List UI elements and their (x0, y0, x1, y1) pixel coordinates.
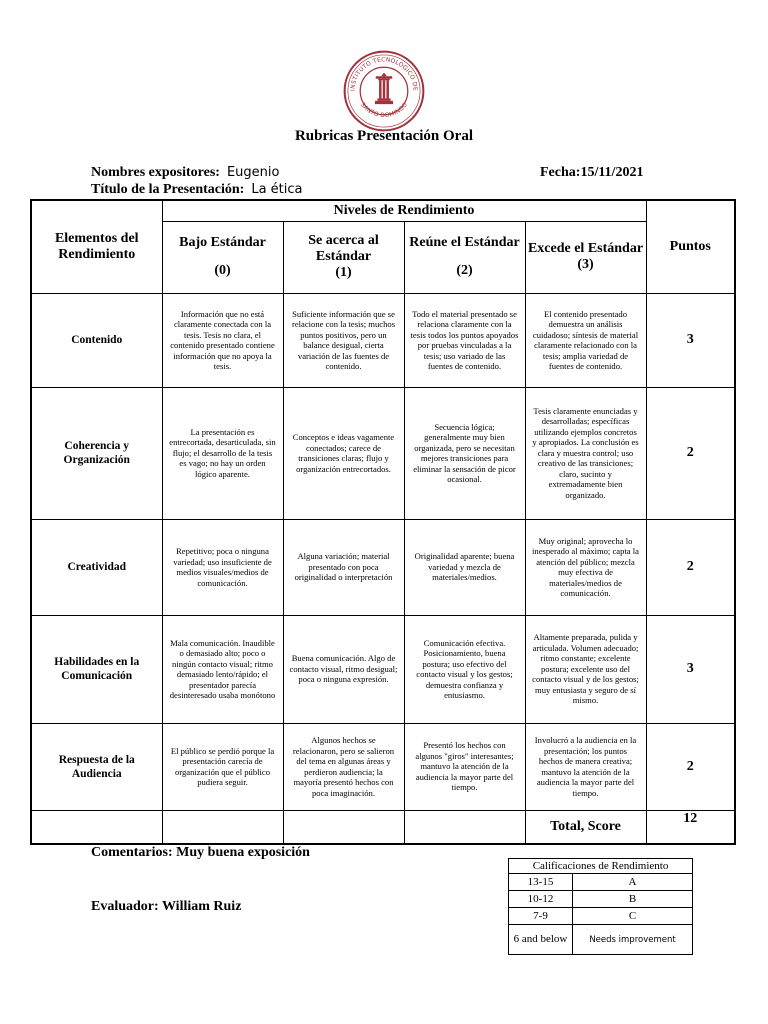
total-score-value: 12 (646, 810, 735, 844)
rubric-cell: Buena comunicación. Algo de contacto visual, ritmo desigual; poca o ninguna expresión. (283, 615, 404, 723)
table-row (31, 293, 735, 387)
rubric-cell: Suficiente información que se relacione con la tesis; muchos puntos positivos, pero un balance desigual, cierta variación de las fuentes de contenido. (283, 293, 404, 387)
header-levels: Niveles de Rendimiento (162, 200, 646, 221)
total-row (31, 810, 735, 844)
rubric-cell: Tesis claramente enunciadas y desarrolladas; específicas utilizando ejemplos concretos y apropiados. La conclusión es clara y muestra control; uso creativo de las transiciones; claro, sucinto y extremadamente bien organizado. (525, 387, 646, 519)
date-line (540, 165, 643, 181)
grade-letter: A (573, 874, 693, 891)
rubric-cell: Algunos hechos se relacionaron, pero se salieron del tema en algunas áreas y perdieron audiencia; la mayoría presentó hechos con poca imaginación. (283, 723, 404, 810)
empty-cell (31, 810, 162, 844)
evaluator-value: William Ruiz (161, 899, 242, 914)
presentation-title-line (91, 182, 303, 198)
grade-row (509, 874, 693, 891)
rubric-cell: Originalidad aparente; buena variedad y mezcla de materiales/medios. (404, 519, 525, 615)
comments-label: Comentarios: (91, 845, 173, 860)
rubric-cell: Todo el material presentado se relaciona claramente con la tesis todos los puntos apoyados por pruebas vinculadas a la tesis; uso variado de las fuentes de contenido. (404, 293, 525, 387)
svg-text:INSTITUTO TECNOLÓGICO DE: INSTITUTO TECNOLÓGICO DE (350, 57, 418, 92)
rubric-cell: Alguna variación; material presentado con poca originalidad o interpretación (283, 519, 404, 615)
points-value: 3 (646, 615, 735, 723)
level-label: Reúne el Estándar (409, 235, 520, 250)
svg-text:SANTO DOMINGO: SANTO DOMINGO (358, 101, 410, 120)
rubric-table (30, 199, 736, 845)
level-label: Bajo Estándar (179, 235, 266, 250)
level-label: Excede el Estándar (527, 241, 644, 256)
table-row (31, 615, 735, 723)
points-value: 2 (646, 387, 735, 519)
grading-scale-table (508, 858, 693, 955)
document-title: Rubricas Presentación Oral (294, 128, 474, 144)
rubric-cell: Involucró a la audiencia en la presentación; los puntos hechos de manera creativa; mantuvo la atención de la audiencia la mayor parte del tiempo. (525, 723, 646, 810)
level-number: (0) (214, 263, 231, 278)
header-elements: Elementos del Rendimiento (31, 200, 162, 293)
grade-row (509, 925, 693, 955)
rubric-cell: Muy original; aprovecha lo inesperado al máximo; capta la atención del público; mezcla muy efectiva de materiales/medios de comunicación. (525, 519, 646, 615)
rubric-cell: El contenido presentado demuestra un análisis cuidadoso; síntesis de material claramente relacionado con la tesis; amplia variedad de fuentes de contenido. (525, 293, 646, 387)
level-header-0 (162, 221, 283, 293)
evaluator-label: Evaluador: (91, 899, 159, 914)
empty-cell (162, 810, 283, 844)
element-name: Creatividad (31, 519, 162, 615)
rubric-cell: Información que no está claramente conectada con la tesis. Tesis no clara, el contenido presentado contiene información que no apoya la tesis. (162, 293, 283, 387)
grade-range: 10-12 (509, 891, 573, 908)
grading-scale-title: Calificaciones de Rendimiento (509, 859, 693, 874)
level-header-1 (283, 221, 404, 293)
presenters-label: Nombres expositores: (91, 165, 220, 180)
rubric-cell: Comunicación efectiva. Posicionamiento, buena postura; uso efectivo del contacto visual y los gestos; demuestra confianza y entusiasmo. (404, 615, 525, 723)
institute-seal-logo (343, 50, 425, 132)
empty-cell (404, 810, 525, 844)
level-number: (2) (456, 263, 473, 278)
level-header-2 (404, 221, 525, 293)
empty-cell (283, 810, 404, 844)
rubric-cell: Presentó los hechos con algunos "giros" interesantes; mantuvo la atención de la audiencia la mayor parte del tiempo. (404, 723, 525, 810)
comments-line (91, 845, 310, 861)
total-score-label: Total, Score (525, 810, 646, 844)
date-value: 15/11/2021 (580, 165, 644, 180)
table-row (31, 519, 735, 615)
table-row (31, 387, 735, 519)
grade-letter: Needs improvement (573, 925, 693, 955)
points-value: 2 (646, 519, 735, 615)
evaluator-line (91, 899, 241, 915)
rubric-cell: El público se perdió porque la presentación carecía de organización que el público pudiera seguir. (162, 723, 283, 810)
header-points: Puntos (646, 200, 735, 293)
grade-row (509, 891, 693, 908)
element-name: Respuesta de la Audiencia (31, 723, 162, 810)
presentation-title-value: La ética (251, 182, 303, 197)
rubric-cell: Repetitivo; poca o ninguna variedad; uso insuficiente de medios visuales/medios de comunicación. (162, 519, 283, 615)
grade-range: 13-15 (509, 874, 573, 891)
presentation-title-label: Título de la Presentación: (91, 182, 245, 197)
rubric-cell: Mala comunicación. Inaudible o demasiado alto; poco o ningún contacto visual; ritmo demasiado lento/rápido; el presentador parecía desinteresado usaba monótono (162, 615, 283, 723)
level-number: (1) (335, 265, 352, 280)
element-name: Contenido (31, 293, 162, 387)
rubric-cell: Conceptos e ideas vagamente conectados; carece de transiciones claras; flujo y organización entrecortados. (283, 387, 404, 519)
table-row (31, 723, 735, 810)
level-number: (3) (577, 257, 594, 272)
grade-row (509, 908, 693, 925)
presenters-line (91, 165, 279, 181)
element-name: Coherencia y Organización (31, 387, 162, 519)
grade-range: 7-9 (509, 908, 573, 925)
grade-letter: C (573, 908, 693, 925)
comments-value: Muy buena exposición (176, 845, 310, 860)
level-header-3 (525, 221, 646, 293)
level-label: Se acerca al Estándar (308, 233, 379, 264)
points-value: 2 (646, 723, 735, 810)
grade-letter: B (573, 891, 693, 908)
date-label: Fecha: (540, 165, 581, 180)
element-name: Habilidades en la Comunicación (31, 615, 162, 723)
points-value: 3 (646, 293, 735, 387)
presenters-value: Eugenio (226, 165, 280, 180)
rubric-cell: Secuencia lógica; generalmente muy bien organizada, pero se necesitan mejores transiciones para eliminar la sensación de picor ocasional. (404, 387, 525, 519)
rubric-cell: Altamente preparada, pulida y articulada. Volumen adecuado; ritmo constante; excelente postura; excelente uso del contacto visual y de los gestos; muy entusiasta y seguro de sí mismo. (525, 615, 646, 723)
rubric-cell: La presentación es entrecortada, desarticulada, sin flujo; el desarrollo de la tesis es vago; no hay un orden lógico aparente. (162, 387, 283, 519)
grade-range: 6 and below (509, 925, 573, 955)
